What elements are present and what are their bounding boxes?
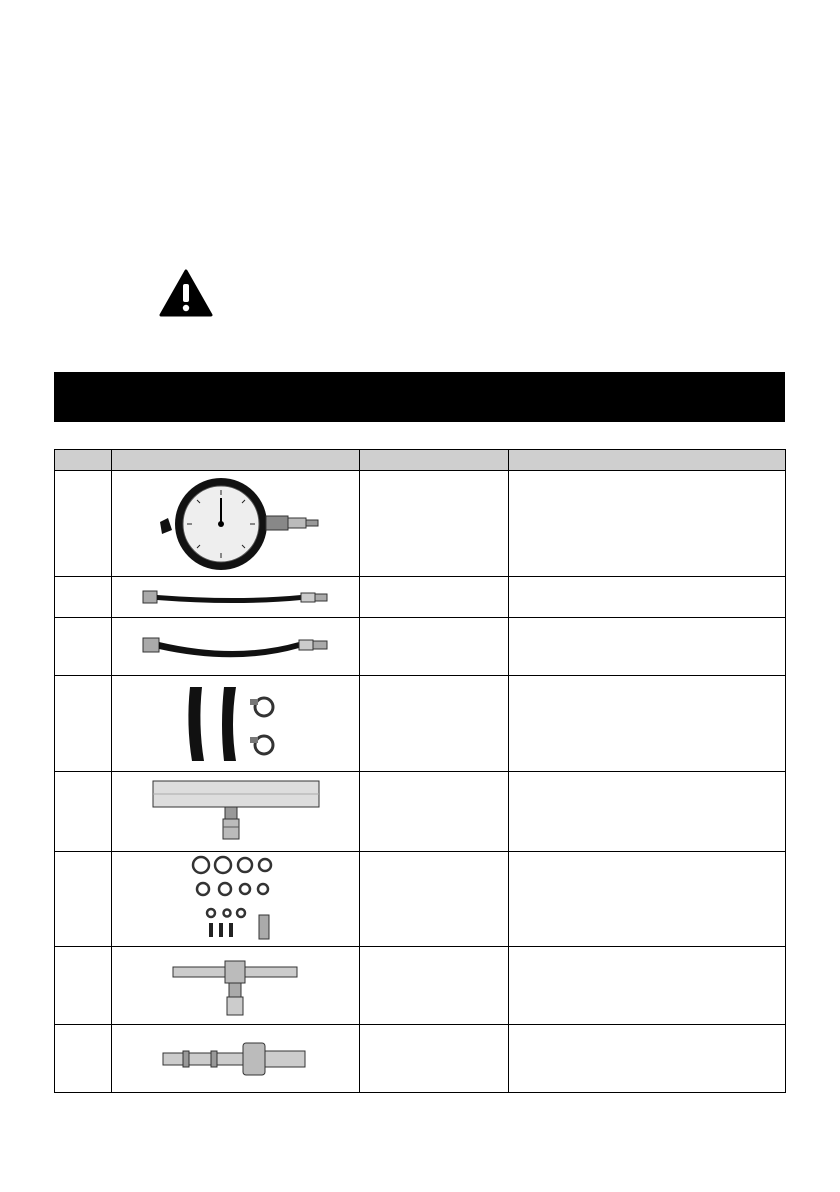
o-rings-and-valves-icon bbox=[191, 855, 281, 943]
short-hose-icon bbox=[141, 587, 331, 607]
row-qty bbox=[360, 471, 509, 577]
row-description bbox=[509, 772, 786, 852]
warning-triangle-icon bbox=[158, 268, 214, 318]
row-qty bbox=[360, 618, 509, 676]
row-item bbox=[55, 577, 112, 618]
row-description bbox=[509, 676, 786, 772]
header-part bbox=[112, 450, 360, 471]
row-qty bbox=[360, 772, 509, 852]
manifold-block-icon bbox=[151, 777, 321, 847]
row-description bbox=[509, 947, 786, 1025]
table-row bbox=[55, 471, 786, 577]
row-image bbox=[112, 772, 360, 852]
row-item bbox=[55, 676, 112, 772]
row-description bbox=[509, 1025, 786, 1093]
row-description bbox=[509, 852, 786, 947]
row-item bbox=[55, 852, 112, 947]
row-qty bbox=[360, 676, 509, 772]
table-row bbox=[55, 1025, 786, 1093]
header-qty bbox=[360, 450, 509, 471]
sleeves-and-clamps-icon bbox=[176, 681, 296, 767]
row-image bbox=[112, 947, 360, 1025]
table-row bbox=[55, 947, 786, 1025]
row-image bbox=[112, 676, 360, 772]
row-description bbox=[509, 577, 786, 618]
row-item bbox=[55, 947, 112, 1025]
tee-adapter-icon bbox=[171, 953, 301, 1019]
row-image bbox=[112, 471, 360, 577]
table-row bbox=[55, 618, 786, 676]
section-header-bar bbox=[54, 372, 785, 422]
row-qty bbox=[360, 1025, 509, 1093]
row-item bbox=[55, 1025, 112, 1093]
row-item bbox=[55, 618, 112, 676]
row-description bbox=[509, 471, 786, 577]
row-qty bbox=[360, 852, 509, 947]
table-row bbox=[55, 772, 786, 852]
parts-table bbox=[54, 449, 786, 1093]
row-image bbox=[112, 618, 360, 676]
row-item bbox=[55, 471, 112, 577]
table-row bbox=[55, 852, 786, 947]
table-header-row bbox=[55, 450, 786, 471]
row-item bbox=[55, 772, 112, 852]
row-description bbox=[509, 618, 786, 676]
row-image bbox=[112, 1025, 360, 1093]
row-image bbox=[112, 852, 360, 947]
section-title bbox=[54, 372, 785, 396]
row-qty bbox=[360, 577, 509, 618]
table-row bbox=[55, 577, 786, 618]
header-item bbox=[55, 450, 112, 471]
header-description bbox=[509, 450, 786, 471]
long-hose-icon bbox=[141, 632, 331, 662]
row-qty bbox=[360, 947, 509, 1025]
table-row bbox=[55, 676, 786, 772]
row-image bbox=[112, 577, 360, 618]
pressure-gauge-icon bbox=[146, 476, 326, 572]
inline-adapter-icon bbox=[161, 1039, 311, 1079]
